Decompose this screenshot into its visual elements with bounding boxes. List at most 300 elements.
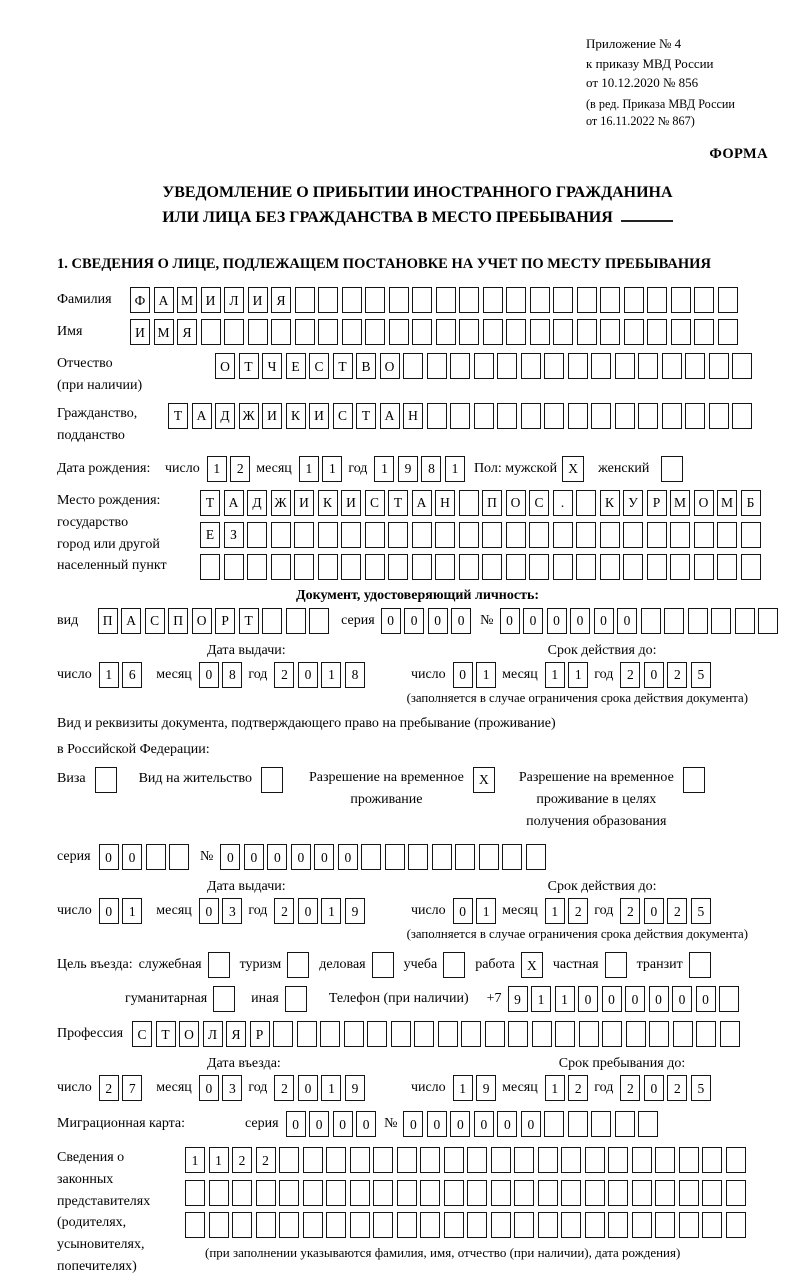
char-cell[interactable]	[626, 1021, 646, 1047]
char-cell[interactable]	[735, 608, 755, 634]
char-cell[interactable]	[185, 1212, 205, 1238]
char-cell[interactable]: 1	[374, 456, 394, 482]
char-cell[interactable]: И	[130, 319, 150, 345]
char-cell[interactable]: К	[286, 403, 306, 429]
char-cell[interactable]: 1	[321, 1075, 341, 1101]
char-cell[interactable]: 0	[298, 662, 318, 688]
char-cell[interactable]: 8	[345, 662, 365, 688]
char-cell[interactable]: И	[248, 287, 268, 313]
char-cell[interactable]	[647, 522, 667, 548]
char-cell[interactable]	[538, 1147, 558, 1173]
char-cell[interactable]	[638, 403, 658, 429]
char-cell[interactable]: 2	[620, 898, 640, 924]
char-cell[interactable]: 1	[555, 986, 575, 1012]
char-cell[interactable]	[514, 1180, 534, 1206]
char-cell[interactable]: И	[341, 490, 361, 516]
char-cell[interactable]	[521, 403, 541, 429]
char-cell[interactable]	[561, 1212, 581, 1238]
char-cell[interactable]	[320, 1021, 340, 1047]
char-cell[interactable]	[279, 1212, 299, 1238]
char-cell[interactable]: Р	[647, 490, 667, 516]
char-cell[interactable]: 0	[578, 986, 598, 1012]
char-cell[interactable]	[389, 287, 409, 313]
char-cell[interactable]	[585, 1180, 605, 1206]
char-cell[interactable]	[169, 844, 189, 870]
char-cell[interactable]	[279, 1147, 299, 1173]
char-cell[interactable]	[529, 554, 549, 580]
char-cell[interactable]: 0	[625, 986, 645, 1012]
char-cell[interactable]: Ч	[262, 353, 282, 379]
char-cell[interactable]	[670, 522, 690, 548]
char-cell[interactable]: 0	[649, 986, 669, 1012]
char-cell[interactable]: Т	[200, 490, 220, 516]
char-cell[interactable]	[427, 353, 447, 379]
char-cell[interactable]: 9	[345, 898, 365, 924]
char-cell[interactable]	[709, 403, 729, 429]
char-cell[interactable]	[201, 319, 221, 345]
char-cell[interactable]: 1	[445, 456, 465, 482]
char-cell[interactable]	[544, 403, 564, 429]
char-cell[interactable]	[224, 554, 244, 580]
char-cell[interactable]	[602, 1021, 622, 1047]
char-cell[interactable]: 0	[570, 608, 590, 634]
char-cell[interactable]: И	[294, 490, 314, 516]
char-cell[interactable]	[711, 608, 731, 634]
char-cell[interactable]	[365, 319, 385, 345]
char-cell[interactable]	[685, 403, 705, 429]
char-cell[interactable]	[271, 522, 291, 548]
char-cell[interactable]	[256, 1212, 276, 1238]
char-cell[interactable]: 2	[568, 898, 588, 924]
char-cell[interactable]: 0	[404, 608, 424, 634]
char-cell[interactable]	[397, 1212, 417, 1238]
char-cell[interactable]: 0	[291, 844, 311, 870]
char-cell[interactable]	[641, 608, 661, 634]
char-cell[interactable]: 0	[672, 986, 692, 1012]
char-cell[interactable]	[209, 1212, 229, 1238]
char-cell[interactable]	[623, 522, 643, 548]
char-cell[interactable]	[435, 522, 455, 548]
char-cell[interactable]	[741, 522, 761, 548]
char-cell[interactable]: Н	[403, 403, 423, 429]
char-cell[interactable]: 0	[617, 608, 637, 634]
char-cell[interactable]: 0	[199, 662, 219, 688]
char-cell[interactable]	[553, 554, 573, 580]
char-cell[interactable]	[271, 554, 291, 580]
char-cell[interactable]	[649, 1021, 669, 1047]
char-cell[interactable]	[514, 1147, 534, 1173]
char-cell[interactable]	[350, 1180, 370, 1206]
char-cell[interactable]	[673, 1021, 693, 1047]
char-cell[interactable]	[491, 1147, 511, 1173]
char-cell[interactable]: 0	[644, 1075, 664, 1101]
char-cell[interactable]	[741, 554, 761, 580]
char-cell[interactable]: М	[154, 319, 174, 345]
char-cell[interactable]	[427, 403, 447, 429]
char-cell[interactable]	[146, 844, 166, 870]
char-cell[interactable]	[318, 522, 338, 548]
char-cell[interactable]	[679, 1180, 699, 1206]
char-cell[interactable]: 0	[497, 1111, 517, 1137]
char-cell[interactable]	[579, 1021, 599, 1047]
char-cell[interactable]	[506, 554, 526, 580]
char-cell[interactable]	[538, 1212, 558, 1238]
char-cell[interactable]	[491, 1212, 511, 1238]
char-cell[interactable]: С	[333, 403, 353, 429]
char-cell[interactable]	[232, 1180, 252, 1206]
char-cell[interactable]	[671, 319, 691, 345]
char-cell[interactable]: 0	[696, 986, 716, 1012]
char-cell[interactable]: 0	[244, 844, 264, 870]
char-cell[interactable]	[408, 844, 428, 870]
char-cell[interactable]	[561, 1147, 581, 1173]
char-cell[interactable]	[286, 608, 306, 634]
purpose-gumanitarnaya-checkbox[interactable]	[213, 986, 235, 1012]
char-cell[interactable]	[718, 319, 738, 345]
char-cell[interactable]	[600, 319, 620, 345]
char-cell[interactable]	[758, 608, 778, 634]
char-cell[interactable]	[717, 554, 737, 580]
char-cell[interactable]: 0	[298, 898, 318, 924]
char-cell[interactable]	[694, 522, 714, 548]
char-cell[interactable]	[256, 1180, 276, 1206]
char-cell[interactable]: 0	[99, 844, 119, 870]
purpose-inaya-checkbox[interactable]	[285, 986, 307, 1012]
char-cell[interactable]: Я	[226, 1021, 246, 1047]
char-cell[interactable]: 0	[309, 1111, 329, 1137]
char-cell[interactable]	[361, 844, 381, 870]
char-cell[interactable]	[414, 1021, 434, 1047]
char-cell[interactable]	[655, 1212, 675, 1238]
char-cell[interactable]	[412, 554, 432, 580]
char-cell[interactable]: Д	[215, 403, 235, 429]
char-cell[interactable]	[553, 319, 573, 345]
char-cell[interactable]: М	[717, 490, 737, 516]
temporary-residence-education-checkbox[interactable]	[683, 767, 705, 793]
char-cell[interactable]	[497, 353, 517, 379]
char-cell[interactable]	[435, 554, 455, 580]
char-cell[interactable]	[502, 844, 522, 870]
char-cell[interactable]: Л	[203, 1021, 223, 1047]
char-cell[interactable]: 1	[476, 898, 496, 924]
char-cell[interactable]	[568, 353, 588, 379]
char-cell[interactable]: А	[154, 287, 174, 313]
char-cell[interactable]	[544, 353, 564, 379]
char-cell[interactable]	[341, 554, 361, 580]
char-cell[interactable]	[600, 522, 620, 548]
char-cell[interactable]: 0	[453, 898, 473, 924]
char-cell[interactable]	[482, 522, 502, 548]
char-cell[interactable]: 2	[99, 1075, 119, 1101]
char-cell[interactable]: 1	[568, 662, 588, 688]
char-cell[interactable]: 2	[667, 1075, 687, 1101]
char-cell[interactable]	[262, 608, 282, 634]
char-cell[interactable]: 0	[644, 898, 664, 924]
char-cell[interactable]	[397, 1147, 417, 1173]
char-cell[interactable]: 0	[500, 608, 520, 634]
char-cell[interactable]	[326, 1212, 346, 1238]
char-cell[interactable]: Е	[200, 522, 220, 548]
char-cell[interactable]: О	[380, 353, 400, 379]
char-cell[interactable]	[420, 1212, 440, 1238]
char-cell[interactable]: Я	[271, 287, 291, 313]
char-cell[interactable]: 2	[620, 662, 640, 688]
char-cell[interactable]	[529, 522, 549, 548]
char-cell[interactable]: А	[192, 403, 212, 429]
char-cell[interactable]: 0	[403, 1111, 423, 1137]
char-cell[interactable]	[679, 1147, 699, 1173]
char-cell[interactable]	[485, 1021, 505, 1047]
char-cell[interactable]: 7	[122, 1075, 142, 1101]
char-cell[interactable]: 2	[232, 1147, 252, 1173]
char-cell[interactable]	[450, 403, 470, 429]
char-cell[interactable]	[694, 554, 714, 580]
char-cell[interactable]	[388, 522, 408, 548]
char-cell[interactable]	[459, 319, 479, 345]
char-cell[interactable]: 0	[594, 608, 614, 634]
char-cell[interactable]	[577, 287, 597, 313]
char-cell[interactable]	[732, 403, 752, 429]
char-cell[interactable]: 9	[398, 456, 418, 482]
char-cell[interactable]	[530, 287, 550, 313]
char-cell[interactable]	[403, 353, 423, 379]
char-cell[interactable]: М	[670, 490, 690, 516]
char-cell[interactable]	[297, 1021, 317, 1047]
char-cell[interactable]	[365, 287, 385, 313]
char-cell[interactable]: .	[553, 490, 573, 516]
char-cell[interactable]	[479, 844, 499, 870]
char-cell[interactable]: 0	[314, 844, 334, 870]
char-cell[interactable]	[373, 1212, 393, 1238]
char-cell[interactable]	[720, 1021, 740, 1047]
char-cell[interactable]: О	[506, 490, 526, 516]
char-cell[interactable]	[717, 522, 737, 548]
temporary-residence-checkbox[interactable]: X	[473, 767, 495, 793]
char-cell[interactable]: 0	[199, 1075, 219, 1101]
char-cell[interactable]	[702, 1147, 722, 1173]
char-cell[interactable]	[303, 1212, 323, 1238]
char-cell[interactable]	[388, 554, 408, 580]
char-cell[interactable]	[632, 1180, 652, 1206]
char-cell[interactable]	[420, 1147, 440, 1173]
char-cell[interactable]	[702, 1212, 722, 1238]
char-cell[interactable]: 0	[338, 844, 358, 870]
char-cell[interactable]: 9	[508, 986, 528, 1012]
char-cell[interactable]	[412, 287, 432, 313]
char-cell[interactable]	[679, 1212, 699, 1238]
char-cell[interactable]: 0	[451, 608, 471, 634]
char-cell[interactable]: 0	[474, 1111, 494, 1137]
char-cell[interactable]	[389, 319, 409, 345]
char-cell[interactable]	[295, 319, 315, 345]
char-cell[interactable]	[373, 1180, 393, 1206]
char-cell[interactable]: Я	[177, 319, 197, 345]
char-cell[interactable]	[444, 1147, 464, 1173]
char-cell[interactable]: Л	[224, 287, 244, 313]
char-cell[interactable]: О	[179, 1021, 199, 1047]
char-cell[interactable]: 3	[222, 1075, 242, 1101]
char-cell[interactable]: К	[600, 490, 620, 516]
char-cell[interactable]	[365, 522, 385, 548]
char-cell[interactable]: Т	[239, 353, 259, 379]
char-cell[interactable]: П	[168, 608, 188, 634]
char-cell[interactable]	[615, 403, 635, 429]
char-cell[interactable]: З	[224, 522, 244, 548]
title-blank-field[interactable]	[621, 206, 673, 222]
char-cell[interactable]: Т	[239, 608, 259, 634]
char-cell[interactable]: 1	[545, 898, 565, 924]
char-cell[interactable]	[532, 1021, 552, 1047]
char-cell[interactable]	[608, 1147, 628, 1173]
purpose-delovaya-checkbox[interactable]	[372, 952, 394, 978]
char-cell[interactable]	[497, 403, 517, 429]
char-cell[interactable]	[450, 353, 470, 379]
char-cell[interactable]	[459, 490, 479, 516]
char-cell[interactable]: 1	[322, 456, 342, 482]
char-cell[interactable]	[685, 353, 705, 379]
char-cell[interactable]: 0	[122, 844, 142, 870]
char-cell[interactable]: 1	[531, 986, 551, 1012]
char-cell[interactable]: 1	[545, 662, 565, 688]
char-cell[interactable]	[726, 1147, 746, 1173]
char-cell[interactable]	[474, 403, 494, 429]
char-cell[interactable]	[577, 319, 597, 345]
char-cell[interactable]	[655, 1180, 675, 1206]
char-cell[interactable]: У	[623, 490, 643, 516]
char-cell[interactable]	[608, 1180, 628, 1206]
char-cell[interactable]	[420, 1180, 440, 1206]
char-cell[interactable]	[585, 1147, 605, 1173]
char-cell[interactable]: 5	[691, 662, 711, 688]
char-cell[interactable]: И	[309, 403, 329, 429]
char-cell[interactable]	[585, 1212, 605, 1238]
purpose-chastnaya-checkbox[interactable]	[605, 952, 627, 978]
char-cell[interactable]: 0	[521, 1111, 541, 1137]
char-cell[interactable]	[506, 319, 526, 345]
char-cell[interactable]	[459, 554, 479, 580]
char-cell[interactable]	[591, 1111, 611, 1137]
char-cell[interactable]	[271, 319, 291, 345]
char-cell[interactable]	[608, 1212, 628, 1238]
char-cell[interactable]: А	[121, 608, 141, 634]
char-cell[interactable]	[576, 490, 596, 516]
char-cell[interactable]: Д	[247, 490, 267, 516]
char-cell[interactable]: Р	[215, 608, 235, 634]
char-cell[interactable]	[432, 844, 452, 870]
char-cell[interactable]: 0	[381, 608, 401, 634]
char-cell[interactable]: 0	[356, 1111, 376, 1137]
char-cell[interactable]	[655, 1147, 675, 1173]
char-cell[interactable]	[459, 522, 479, 548]
char-cell[interactable]	[397, 1180, 417, 1206]
char-cell[interactable]: О	[694, 490, 714, 516]
char-cell[interactable]: Т	[356, 403, 376, 429]
char-cell[interactable]	[576, 522, 596, 548]
sex-female-checkbox[interactable]	[661, 456, 683, 482]
char-cell[interactable]: 0	[333, 1111, 353, 1137]
char-cell[interactable]	[303, 1180, 323, 1206]
char-cell[interactable]: А	[224, 490, 244, 516]
char-cell[interactable]	[647, 287, 667, 313]
char-cell[interactable]: 5	[691, 1075, 711, 1101]
purpose-tranzit-checkbox[interactable]	[689, 952, 711, 978]
char-cell[interactable]	[526, 844, 546, 870]
char-cell[interactable]: Е	[286, 353, 306, 379]
char-cell[interactable]	[694, 319, 714, 345]
char-cell[interactable]: 0	[644, 662, 664, 688]
char-cell[interactable]: 1	[299, 456, 319, 482]
char-cell[interactable]: Б	[741, 490, 761, 516]
char-cell[interactable]: К	[318, 490, 338, 516]
char-cell[interactable]	[544, 1111, 564, 1137]
purpose-turizm-checkbox[interactable]	[287, 952, 309, 978]
char-cell[interactable]: 8	[222, 662, 242, 688]
char-cell[interactable]	[732, 353, 752, 379]
char-cell[interactable]	[224, 319, 244, 345]
char-cell[interactable]: 0	[450, 1111, 470, 1137]
char-cell[interactable]	[591, 403, 611, 429]
char-cell[interactable]: 3	[222, 898, 242, 924]
char-cell[interactable]	[553, 287, 573, 313]
char-cell[interactable]	[373, 1147, 393, 1173]
char-cell[interactable]	[247, 554, 267, 580]
char-cell[interactable]	[467, 1147, 487, 1173]
char-cell[interactable]	[508, 1021, 528, 1047]
char-cell[interactable]: Т	[388, 490, 408, 516]
char-cell[interactable]	[318, 319, 338, 345]
char-cell[interactable]	[662, 353, 682, 379]
char-cell[interactable]: 2	[620, 1075, 640, 1101]
char-cell[interactable]	[467, 1212, 487, 1238]
char-cell[interactable]	[615, 353, 635, 379]
char-cell[interactable]: 0	[427, 1111, 447, 1137]
char-cell[interactable]	[694, 287, 714, 313]
char-cell[interactable]	[530, 319, 550, 345]
char-cell[interactable]	[350, 1212, 370, 1238]
char-cell[interactable]: Т	[156, 1021, 176, 1047]
char-cell[interactable]: 6	[122, 662, 142, 688]
char-cell[interactable]: 1	[207, 456, 227, 482]
char-cell[interactable]	[326, 1180, 346, 1206]
char-cell[interactable]	[247, 522, 267, 548]
char-cell[interactable]	[444, 1212, 464, 1238]
char-cell[interactable]	[664, 608, 684, 634]
char-cell[interactable]	[553, 522, 573, 548]
char-cell[interactable]: П	[98, 608, 118, 634]
char-cell[interactable]	[342, 287, 362, 313]
char-cell[interactable]: С	[309, 353, 329, 379]
char-cell[interactable]	[461, 1021, 481, 1047]
char-cell[interactable]: 1	[545, 1075, 565, 1101]
char-cell[interactable]	[718, 287, 738, 313]
sex-male-checkbox[interactable]: X	[562, 456, 584, 482]
char-cell[interactable]	[726, 1180, 746, 1206]
char-cell[interactable]: 9	[476, 1075, 496, 1101]
char-cell[interactable]	[719, 986, 739, 1012]
char-cell[interactable]	[279, 1180, 299, 1206]
char-cell[interactable]	[482, 554, 502, 580]
char-cell[interactable]	[600, 554, 620, 580]
char-cell[interactable]: Ж	[239, 403, 259, 429]
char-cell[interactable]: И	[262, 403, 282, 429]
char-cell[interactable]	[506, 522, 526, 548]
char-cell[interactable]: М	[177, 287, 197, 313]
char-cell[interactable]	[600, 287, 620, 313]
char-cell[interactable]	[436, 319, 456, 345]
char-cell[interactable]	[367, 1021, 387, 1047]
char-cell[interactable]: 1	[476, 662, 496, 688]
char-cell[interactable]	[671, 287, 691, 313]
